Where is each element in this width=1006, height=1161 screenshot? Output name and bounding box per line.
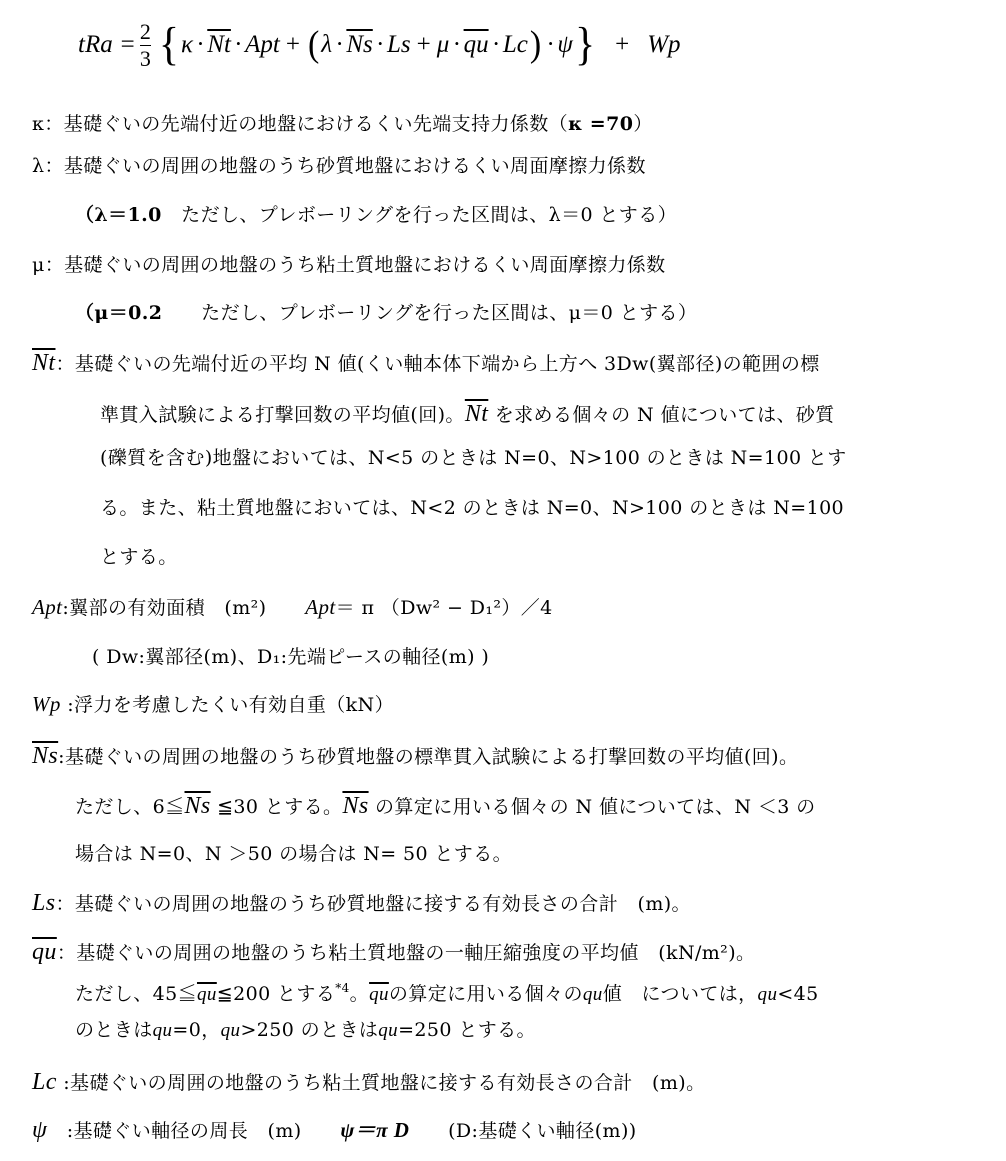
dot: · (492, 31, 499, 58)
dot: · (197, 31, 204, 58)
qu-text: ≦200 とする (216, 983, 336, 1005)
qu-text: =0， (172, 1019, 221, 1041)
ns-description: :基礎ぐいの周囲の地盤のうち砂質地盤の標準貫入試験による打撃回数の平均値(回)。 (58, 746, 799, 768)
plus: + (285, 31, 300, 58)
def-ns (32, 742, 798, 771)
formula-mu: μ (436, 31, 450, 58)
apt-symbol: Apt (32, 595, 63, 619)
psi-formula: ψ＝π D (340, 1118, 410, 1142)
dot: · (234, 31, 242, 58)
def-lc (32, 1068, 706, 1097)
psi-note: (D:基礎くい軸径(m)) (409, 1120, 637, 1142)
qu-text: =250 とする。 (398, 1019, 536, 1041)
close-paren: ) (529, 24, 542, 65)
qu-text: <45 (777, 983, 819, 1005)
plus: + (416, 31, 431, 58)
formula-nt: $\overline{Nt}$ (207, 31, 231, 58)
wp-symbol: Wp (32, 692, 61, 716)
open-paren: ( (307, 24, 320, 65)
open-brace: { (158, 19, 180, 71)
mu-description: ：基礎ぐいの周囲の地盤のうち粘土質地盤におけるくい周面摩擦力係数 (44, 254, 666, 276)
formula-lhs: tRa = (78, 31, 136, 58)
qu-symbol: qu (152, 1020, 173, 1041)
qu-text: のときは (75, 1019, 153, 1041)
footnote-mark: *4 (335, 981, 350, 995)
def-lambda (32, 155, 646, 178)
apt-formula-symbol: Apt (305, 595, 336, 619)
def-qu (32, 938, 755, 967)
fraction-numerator: 2 (139, 18, 151, 44)
formula-lc: Lc (502, 31, 528, 58)
formula-apt: Apt (245, 31, 280, 58)
formula-fraction (139, 18, 151, 71)
qu-symbol: qu (378, 1020, 399, 1041)
lambda-note: ただし、プレボーリングを行った区間は、λ＝0 とする） (161, 204, 678, 226)
qu-text: 値 については， (602, 983, 758, 1005)
kappa-close: ） (633, 113, 653, 135)
qu-text: 。 (349, 983, 370, 1005)
def-apt-note: ( Dw:翼部径(m)、D₁:先端ピースの軸径(m) ) (92, 646, 490, 668)
def-nt-line3: (礫質を含む)地盤においては、N<5 のときは N=0、N>100 のときは N=100 とす (100, 447, 847, 469)
def-wp (32, 692, 394, 717)
lambda-description: ：基礎ぐいの周囲の地盤のうち砂質地盤におけるくい周面摩擦力係数 (44, 155, 646, 177)
lc-symbol: Lc (32, 1069, 57, 1095)
formula-psi: ψ (557, 31, 573, 58)
qu-symbol: $\overline{qu}$ (196, 984, 217, 1005)
def-ns-line2 (75, 792, 816, 821)
ls-symbol: Ls (32, 890, 56, 916)
kappa-description: ：基礎ぐいの先端付近の地盤におけるくい先端支持力係数（ (44, 113, 569, 135)
qu-symbol: $\overline{qu}$ (32, 939, 57, 965)
wp-description: :浮力を考慮したくい有効自重（kN） (60, 694, 394, 716)
dot: · (547, 31, 554, 58)
psi-symbol: ψ (32, 1117, 48, 1143)
def-nt-line5: とする。 (100, 546, 178, 568)
nt-symbol: $\overline{Nt}$ (464, 401, 489, 427)
qu-symbol: qu (757, 984, 778, 1005)
dot: · (453, 31, 460, 58)
def-qu-line2 (75, 981, 819, 1007)
ns-text: ≦30 とする。 (210, 796, 343, 818)
mu-symbol: μ (32, 254, 45, 276)
dot: · (376, 31, 384, 58)
def-apt (32, 595, 553, 620)
lc-description: :基礎ぐいの周囲の地盤のうち粘土質地盤に接する有効長さの合計 (m)。 (56, 1072, 706, 1094)
formula-lambda: λ (321, 31, 333, 58)
fraction-denominator: 3 (139, 45, 151, 71)
nt-text: を求める個々の N 値については、砂質 (488, 404, 835, 426)
qu-text: ただし、45≦ (75, 983, 197, 1005)
psi-description: :基礎ぐい軸径の周長 (m) (47, 1120, 341, 1142)
ns-symbol: $\overline{Ns}$ (32, 743, 59, 769)
def-mu (32, 254, 666, 277)
nt-symbol: $\overline{Nt}$ (32, 350, 56, 376)
mu-note: ただし、プレボーリングを行った区間は、μ＝0 とする） (162, 302, 698, 324)
main-formula (78, 14, 681, 76)
def-nt (32, 349, 820, 378)
def-qu-line3 (75, 1019, 536, 1043)
qu-description: ：基礎ぐいの周囲の地盤のうち粘土質地盤の一軸圧縮強度の平均値 (kN/m²)。 (56, 942, 756, 964)
ns-text: ただし、6≦ (75, 796, 185, 818)
formula-ns: $\overline{Ns}$ (346, 31, 373, 58)
ns-symbol: $\overline{Ns}$ (184, 793, 211, 819)
def-ns-line3: 場合は N=0、N ＞50 の場合は N= 50 とする。 (75, 843, 512, 865)
qu-text: の算定に用いる個々の (388, 983, 583, 1005)
qu-symbol: qu (220, 1020, 241, 1041)
formula-kappa: κ (181, 31, 194, 58)
def-ls (32, 889, 691, 918)
formula-wp: Wp (647, 31, 681, 58)
formula-qu: $\overline{qu}$ (463, 31, 489, 58)
def-psi (32, 1116, 637, 1145)
ns-symbol: $\overline{Ns}$ (342, 793, 369, 819)
ls-description: ：基礎ぐいの周囲の地盤のうち砂質地盤に接する有効長さの合計 (m)。 (55, 893, 691, 915)
dot: · (336, 31, 343, 58)
qu-text: >250 のときは (240, 1019, 379, 1041)
plus: + (615, 31, 630, 58)
def-lambda-value (75, 204, 677, 227)
kappa-value: κ =70 (568, 113, 634, 135)
lambda-value: （λ＝1.0 (75, 204, 162, 226)
qu-symbol: qu (582, 984, 603, 1005)
apt-description: :翼部の有効面積 (m²) (62, 597, 306, 619)
mu-value: （μ＝0.2 (75, 302, 163, 324)
ns-text: の算定に用いる個々の N 値については、N ＜3 の (368, 796, 816, 818)
qu-symbol: $\overline{qu}$ (369, 984, 389, 1005)
def-nt-line2 (100, 400, 835, 429)
formula-ls: Ls (387, 31, 411, 58)
kappa-symbol: κ (32, 113, 45, 135)
def-kappa (32, 113, 653, 136)
close-brace: } (574, 19, 596, 71)
apt-formula: ＝ π （Dw² − D₁²）／4 (335, 597, 553, 619)
def-nt-line4: る。また、粘土質地盤においては、N<2 のときは N=0、N>100 のときは N=100 (100, 497, 845, 519)
nt-text: 準貫入試験による打撃回数の平均値(回)。 (100, 404, 465, 426)
nt-description: ：基礎ぐいの先端付近の平均 N 値(くい軸本体下端から上方へ 3Dw(翼部径)の範囲の標 (55, 353, 820, 375)
def-mu-value (75, 302, 697, 325)
lambda-symbol: λ (32, 155, 45, 177)
